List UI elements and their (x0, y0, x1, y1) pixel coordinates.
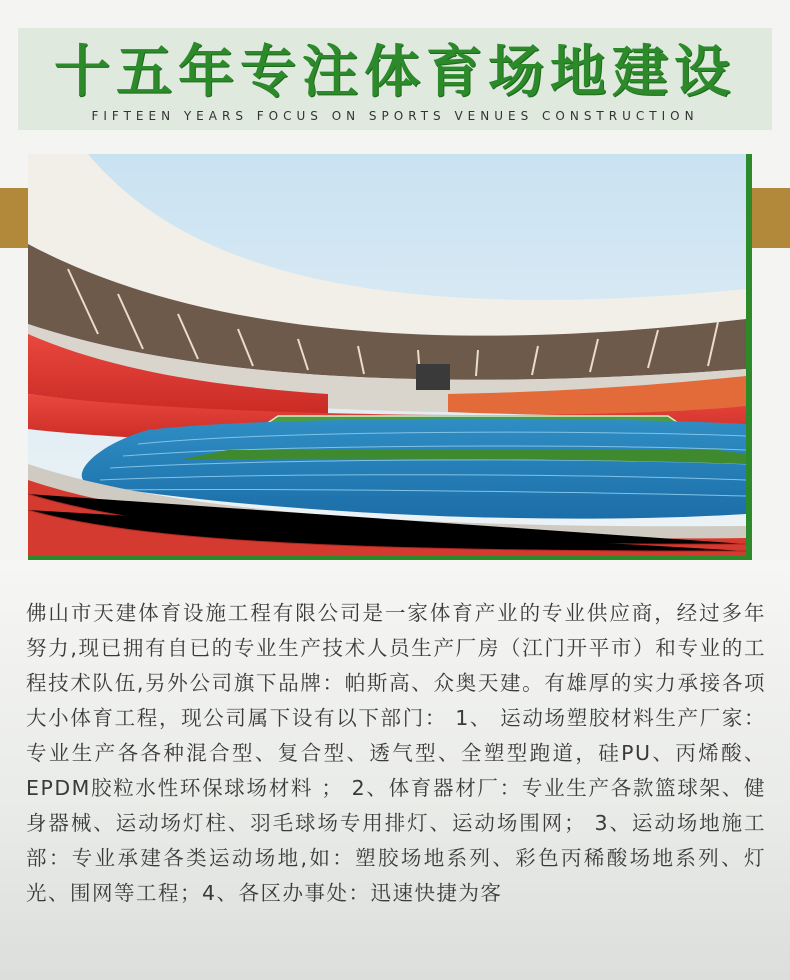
page-subtitle: FIFTEEN YEARS FOCUS ON SPORTS VENUES CONSTRUCTION (91, 109, 699, 123)
page-title: 十五年专注体育场地建设 (54, 40, 736, 105)
scoreboard (416, 364, 450, 390)
stadium-illustration (28, 154, 746, 556)
stadium-photo (28, 154, 752, 560)
company-description: 佛山市天建体育设施工程有限公司是一家体育产业的专业供应商，经过多年努力,现已拥有自已的专业生产技术人员生产厂房（江门开平市）和专业的工程技术队伍,另外公司旗下品牌：帕斯高、众奥天建。有雄厚的实力承接各项大小体育工程，现公司属下设有以下部门： 1、 运动场塑胶材料生产厂家： 专业生产各各种混合型、复合型、透气型、全塑型跑道，硅PU、丙烯酸、EPDM胶粒水性环保球场材料 ； 2、体育器材厂：专业生产各款篮球架、健身器械、运动场灯柱、羽毛球场专用排灯、运动场围网； 3、运动场地施工部：专业承建各类运动场地,如：塑胶场地系列、彩色丙稀酸场地系列、灯光、围网等工程；4、各区办事处：迅速快捷为客 (26, 601, 766, 905)
gold-accent-right (746, 188, 790, 248)
